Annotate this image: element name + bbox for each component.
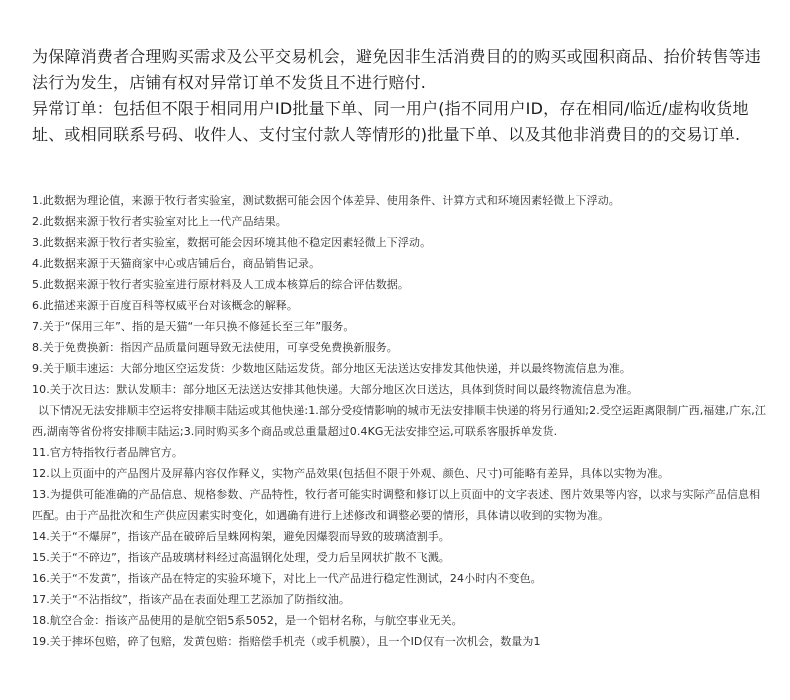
footnote-7: 7.关于“保用三年”、指的是天猫“一年只换不修延长至三年”服务。 <box>32 320 355 333</box>
footnote-2: 2.此数据来源于牧行者实验室对比上一代产品结果。 <box>32 215 287 228</box>
footnote-10: 10.关于次日达：默认发顺丰：部分地区无法送达安排其他快递。大部分地区次日送达，具体到货时间以最终物流信息为准。 <box>32 383 639 396</box>
footnotes-list <box>32 190 767 652</box>
notice-paragraph-abnormal-order-definition: 异常订单：包括但不限于相同用户ID批量下单、同一用户(指不同用户ID，存在相同/临近/虚构收货地址、或相同联系号码、收件人、支付宝付款人等情形的)批量下单、以及其他非消费目的的交易订单. <box>32 99 749 144</box>
footnote-1: 1.此数据为理论值，来源于牧行者实验室，测试数据可能会因个体差异、使用条件、计算方式和环境因素轻微上下浮动。 <box>32 194 620 207</box>
footnote-12: 12.以上页面中的产品图片及屏幕内容仅作释义，实物产品效果(包括但不限于外观、颜色、尺寸)可能略有差异，具体以实物为准。 <box>32 467 670 480</box>
footnote-13: 13.为提供可能准确的产品信息、规格参数、产品特性，牧行者可能实时调整和修订以上页面中的文字表述、图片效果等内容，以求与实际产品信息相匹配。由于产品批次和生产供应因素实时变化，如遇确有进行上述修改和调整必要的情形，具体请以收到的实物为准。 <box>32 488 761 522</box>
footnote-10-shipping-exceptions: 以下情况无法安排顺丰空运将安排顺丰陆运或其他快递:1.部分受疫情影响的城市无法安排顺丰快递的将另行通知;2.受空运距离限制广西,福建,广东,江西,湖南等省份将安排顺丰陆运;3.同时购买多个商品或总重量超过0.4KG无法安排空运,可联系客服拆单发货. <box>32 404 766 438</box>
footnote-3: 3.此数据来源于牧行者实验室，数据可能会因环境其他不稳定因素轻微上下浮动。 <box>32 236 432 249</box>
footnote-5: 5.此数据来源于牧行者实验室进行原材料及人工成本核算后的综合评估数据。 <box>32 278 409 291</box>
footnote-14: 14.关于“不爆屏”，指该产品在破碎后呈蛛网构架，避免因爆裂而导致的玻璃渣割手。 <box>32 530 450 543</box>
footnote-4: 4.此数据来源于天猫商家中心或店铺后台，商品销售记录。 <box>32 257 321 270</box>
abnormal-order-notice <box>32 44 762 148</box>
footnote-6: 6.此描述来源于百度百科等权威平台对该概念的解释。 <box>32 299 298 312</box>
footnote-17: 17.关于“不沾指纹”，指该产品在表面处理工艺添加了防指纹油。 <box>32 593 350 606</box>
footnote-11: 11.官方特指牧行者品牌官方。 <box>32 446 183 459</box>
footnote-15: 15.关于“不碎边”，指该产品玻璃材料经过高温钢化处理，受力后呈网状扩散不飞溅。 <box>32 551 450 564</box>
notice-paragraph-purchase-policy: 为保障消费者合理购买需求及公平交易机会，避免因非生活消费目的的购买或囤积商品、抬价转售等违法行为发生，店铺有权对异常订单不发货且不进行赔付. <box>32 47 762 92</box>
footnote-18: 18.航空合金：指该产品使用的是航空铝5系5052，是一个铝材名称，与航空事业无关。 <box>32 614 463 627</box>
footnote-19: 19.关于摔坏包赔，碎了包赔，发黄包赔：指赔偿手机壳（或手机膜），且一个ID仅有一次机会，数量为1 <box>32 635 541 648</box>
footnote-16: 16.关于“不发黄”，指该产品在特定的实验环境下，对比上一代产品进行稳定性测试，24小时内不变色。 <box>32 572 542 585</box>
footnote-9: 9.关于顺丰速运：大部分地区空运发货：少数地区陆运发货。部分地区无法送达安排发其他快递，并以最终物流信息为准。 <box>32 362 631 375</box>
footnote-8: 8.关于免费换新：指因产品质量问题导致无法使用，可享受免费换新服务。 <box>32 341 398 354</box>
